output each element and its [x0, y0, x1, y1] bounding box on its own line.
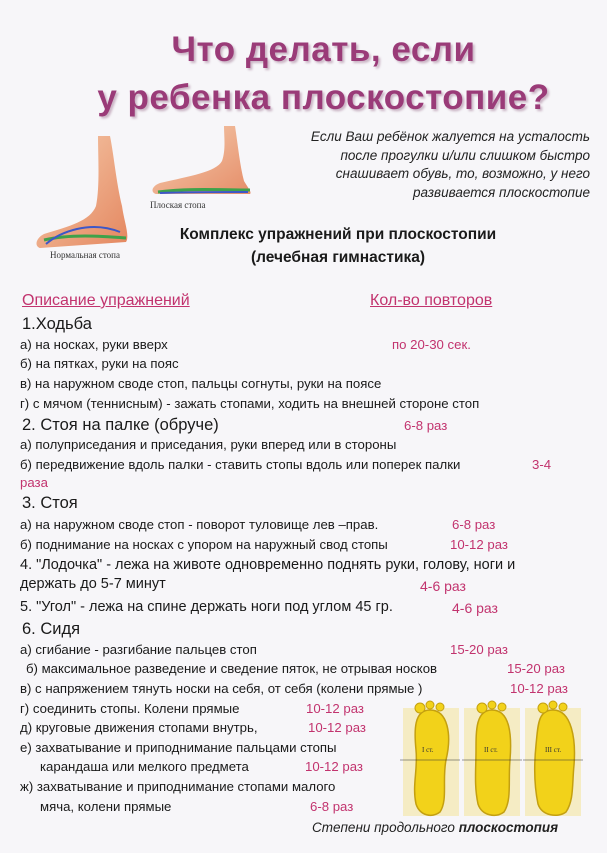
repetition-value: 4-6 раз: [452, 600, 498, 616]
exercise-item: б) максимальное разведение и сведение пяток, не отрывая носков: [26, 661, 438, 676]
exercise-item: д) круговые движения стопами внутрь,: [20, 720, 258, 735]
intro-line: развивается плоскостопие: [413, 184, 590, 200]
exercise-item: в) с напряжением тянуть носки на себя, от себя (колени прямые ): [20, 681, 423, 696]
exercise-item: б) поднимание на носках с упором на наружный свод стопы: [20, 537, 388, 552]
intro-line: после прогулки и/или слишком быстро: [340, 147, 590, 163]
section-heading: 1.Ходьба: [22, 315, 92, 333]
footprint-degree-3: [523, 701, 583, 816]
exercise-item: г) соединить стопы. Колени прямые: [20, 701, 240, 716]
repetition-value: 10-12 раз: [450, 537, 508, 552]
exercise-item: е) захватывание и приподнимание пальцами стопы: [20, 740, 337, 755]
column-header-repetitions: Кол-во повторов: [370, 292, 493, 309]
exercise-item: а) сгибание - разгибание пальцев стоп: [20, 642, 257, 657]
page-title-line-2: у ребенка плоскостопие?: [97, 78, 550, 117]
repetition-value: 10-12 раз: [308, 720, 366, 735]
flat-foot-image: [153, 126, 251, 194]
complex-subheading: (лечебная гимнастика): [250, 249, 426, 266]
exercise-item: в) на наружном своде стоп, пальцы согнуты, руки на поясе: [20, 376, 382, 391]
exercise-item: 4. "Лодочка" - лежа на животе одновременно поднять руки, голову, ноги и: [20, 557, 516, 573]
column-header-description: Описание упражнений: [22, 292, 190, 309]
page-title-line-1: Что делать, если: [171, 30, 476, 69]
exercise-item: а) на носках, руки вверх: [20, 337, 168, 352]
section-heading: 2. Стоя на палке (обруче): [22, 416, 219, 434]
repetition-value: 10-12 раз: [305, 759, 363, 774]
exercise-item: мяча, колени прямые: [40, 799, 172, 814]
intro-line: снашивает обувь, то, возможно, у него: [335, 166, 590, 181]
exercise-item: а) на наружном своде стоп - поворот туловище лев –прав.: [20, 517, 379, 532]
degree-2-label: II ст.: [484, 746, 498, 754]
repetition-value: 6-8 раз: [404, 418, 448, 433]
footprints-caption-text: Степени продольного: [312, 820, 455, 835]
exercise-item: держать до 5-7 минут: [20, 576, 166, 592]
repetition-value: 4-6 раз: [420, 578, 466, 594]
repetition-value: 6-8 раз: [452, 517, 496, 532]
footprint-degree-1: [400, 701, 460, 816]
exercise-item: г) с мячом (теннисным) - зажать стопами, ходить на внешней стороне стоп: [20, 396, 480, 411]
exercise-item: ж) захватывание и приподнимание стопами малого: [20, 779, 336, 794]
exercise-item: карандаша или мелкого предмета: [40, 759, 249, 774]
repetition-value: 15-20 раз: [450, 642, 508, 657]
repetition-value: 3-4: [532, 457, 552, 472]
complex-heading: Комплекс упражнений при плоскостопии: [179, 226, 497, 243]
intro-text: [268, 128, 590, 202]
footprints-caption: [312, 820, 558, 835]
exercise-item: б) на пятках, руки на пояс: [20, 356, 179, 371]
exercise-item: а) полуприседания и приседания, руки вперед или в стороны: [20, 437, 397, 452]
repetition-value: по 20-30 сек.: [392, 337, 471, 352]
section-heading: 6. Сидя: [22, 620, 81, 638]
feet-illustration: [30, 126, 280, 266]
repetition-value: 10-12 раз: [306, 701, 364, 716]
section-heading: 3. Стоя: [22, 494, 78, 512]
degree-3-label: III ст.: [545, 746, 562, 754]
degree-1-label: I ст.: [422, 746, 434, 754]
flat-foot-caption: Плоская стопа: [150, 200, 206, 210]
repetition-value: 6-8 раз: [310, 799, 354, 814]
footprints-caption-bold: плоскостопия: [458, 820, 559, 835]
repetition-value: 10-12 раз: [510, 681, 568, 696]
normal-foot-image: [37, 136, 128, 248]
exercise-item: б) передвижение вдоль палки - ставить стопы вдоль или поперек палки: [20, 457, 461, 472]
footprints-illustration: [400, 700, 585, 820]
exercise-item: 5. "Угол" - лежа на спине держать ноги под углом 45 гр.: [20, 599, 393, 615]
intro-line: Если Ваш ребёнок жалуется на усталость: [310, 129, 590, 144]
repetition-value: 15-20 раз: [507, 661, 565, 676]
normal-foot-caption: Нормальная стопа: [50, 250, 120, 260]
repetition-value: раза: [20, 475, 48, 490]
footprint-degree-2: [462, 701, 522, 816]
